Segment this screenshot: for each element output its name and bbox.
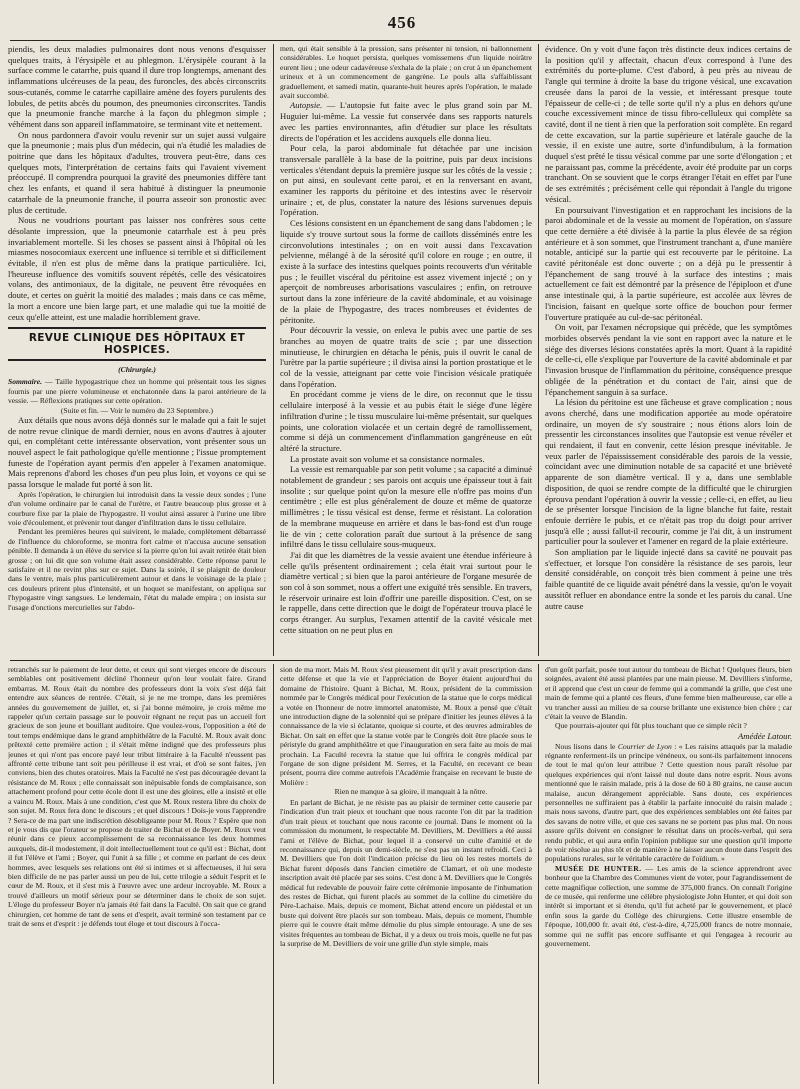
column-rule	[273, 44, 274, 656]
column-rule	[273, 664, 274, 1084]
paragraph: d'un goût parfait, posée tout autour du tombeau de Bichat ! Quelques fleurs, bien soignées, avaient été aussi plantées par une main pieuse. M. Devilliers s'informe, et il apprend que c'est un cœur de femme qui a commandé la grille, que c'est une main de femme qui a planté ces fleurs, d'une femme bien malheureuse, car elle a vu trancher aussi au milieu de sa course brillante une existence bien chère ; car c'était la veuve de Blandin.	[545, 665, 792, 722]
paragraph	[280, 100, 532, 143]
column-4	[8, 665, 266, 1083]
section-subheading: (Chirurgie.)	[118, 365, 156, 375]
paragraph: Pour cela, la paroi abdominale fut détachée par une incision transversale parallèle à la base de la poitrine, puis par deux incisions verticales s'étendant depuis la première jusque sur les côtés de la vessie ; on put ainsi, en soulevant cette paroi, et en la renversant en avant, examiner les rapports du péritoine et des intestins avec le réservoir urinaire ; et, de plus, constater la nature des lésions survenues depuis l'opération.	[280, 143, 532, 218]
column-rule	[538, 44, 539, 656]
continuation-note: (Suite et fin. — Voir le numéro du 23 Septembre.)	[60, 405, 214, 415]
paragraph: piendis, les deux maladies pulmonaires dont nous venons d'esquisser quelques traits, à l'érysipèle et au phlegmon. L'érysipèle courant à la surface comme le catarrhe, puis quand il dure trop longtemps, amenant des inflammations ulcéreuses de la peau, des furoncles, des abcès circonscrits sous-cutanés, comme le catarrhe capillaire amène des foyers purulents des lobules, de petits abcès du poumon, des pneumonies circonscrites. Tandis que la pneumonie franche marche à la façon du phlegmon simple ; véhément dans son appareil inflammatoire, se terminant vite et nettement.	[8, 44, 266, 129]
author-signature: Amédée Latour.	[738, 730, 792, 741]
paragraph: Aux détails que nous avons déjà donnés sur le malade qui a fait le sujet de notre revue clinique de mardi dernier, nous en avons d'autres à ajouter qui, en complétant cette intéressante observation, vont présenter sous un nouvel aspect le fait pathologique qu'elle mentionne ; l'issue promptement funeste de l'opération ayant permis d'en appeler à l'examen anatomique. Mais reprenons d'abord les choses d'un peu plus loin, et voyons ce qui se passa lorsque le malade fut porté à son lit.	[8, 414, 266, 490]
paragraph-text: — L'autopsie fut faite avec le plus grand soin par M. Huguier lui-même. La vessie fut conservée dans ses rapports naturels avec les parties environnantes, afin d'étudier sur place les résultats directs de l'opération et les accidens auxquels elle donna lieu.	[280, 100, 532, 143]
column-5	[280, 665, 532, 1083]
paragraph: On nous pardonnera d'avoir voulu revenir sur un sujet aussi vulgaire que la pneumonie ; mais plus d'un médecin, qui n'a étudié les maladies de poitrine que dans les hôpitaux d'adultes, trouvera peut-être, dans ces quelques mots, l'interprétation de certains faits qui l'avaient vivement préoccupé. Il comprendra pourquoi la gravité des pneumonies diffère tant chez les enfants, et quand il sera habitué à distinguer la pneumonie catarrhale de la pneumonie franche, il pourra asseoir son pronostic avec plus de certitude.	[8, 129, 266, 215]
summary-label: Sommaire.	[8, 377, 42, 387]
paragraph: Que pourrais-ajouter qui fût plus touchant que ce simple récit ?	[555, 721, 747, 731]
paragraph-text: Nous lisons dans le	[555, 741, 616, 751]
column-2	[280, 44, 532, 656]
paragraph	[545, 742, 792, 864]
paragraph: Après l'opération, le chirurgien lui introduisit dans la vessie deux sondes ; l'une d'un volume ordinaire par le canal de l'urètre, et l'autre beaucoup plus grosse et à courbure fixe par la plaie de l'hypogastre. Il voulut ainsi assurer à l'urine une libre voie d'écoulement, et prévenir tout danger d'infiltration dans le tissu cellulaire.	[8, 489, 266, 528]
paragraph: Nous ne voudrions pourtant pas laisser nos confrères sous cette désolante impression, que la pneumonie catarrhale est à peu près invariablement mortelle. Si les choses se passent ainsi à l'hôpital où les miasmes nosocomiaux exercent une influence si terrible et si difficilement évitable, il n'en est plus de même dans la pratique particulière. Ici, l'heureuse influence des vomitifs souvent répétés, celle des vésicatoires volans, des antimoniaux, de la digitale, ne peuvent être révoquées en doute, et certes on guérit la moitié des malades ; mais dans ce cas même, la mort a encore une bien large part, et une maladie qui tue la moitié de ceux qu'elle atteint, est une maladie horriblement grave.	[8, 215, 266, 322]
verse-quote: Rien ne manque à sa gloire, il manquait à la nôtre.	[334, 787, 488, 797]
paragraph: La prostate avait son volume et sa consistance normales.	[290, 453, 485, 464]
page-number: 456	[387, 13, 417, 32]
paragraph: La vessie est remarquable par son petit volume ; sa capacité a diminué notablement de grandeur ; ses parois ont acquis une épaisseur tout à fait insolite ; sur quelque point qu'on la mesure elle n'offre pas moins d'un centimètre ; elle est plus généralement de douze et même de quatorze millimètres ; le tissu vésical est dense, ferme et résistant. La coloration de la membrane muqueuse en arrière et dans le bas-fond est d'un rouge lie de vin ; cette coloration paraît due surtout à la présence de sang infiltré dans le tissu cellulaire sous-muqueux.	[280, 464, 532, 550]
paragraph: évidence. On y voit d'une façon très distincte deux indices certains de la position qu'il y affectait, chacun d'eux correspond à l'une des extrémités du porte-plume. C'est d'abord, à peu près au niveau de l'angle qui termine à droite la base du trigone vésical, une excavation creusée dans la paroi de la vessie, et intéressant presque toute l'épaisseur de celle-ci ; de telle sorte qu'il n'y a plus en dehors qu'une couche excessivement mince de tissu fibro-celluleux qui complète sa cavité, dont il ne tient à rien que la perforation soit complète. En regard de cette excavation, sur la partie supérieure et latérale gauche de la vessie, il en existe une autre, sorte d'infundibulum, à la formation duquel s'est prêté le tissu vésical comme par une sorte d'élongation ; et ne paraissant pas, comme la précédente, avoir été produite par un corps tranchant. On se souvient que le corps étranger l'était en effet par l'une de ses extrémités ; précisément celle qui répondait à l'angle du trigone vésical.	[545, 44, 792, 204]
paragraph: En procédant comme je viens de le dire, on reconnut que le tissu cellulaire interposé à la vessie et au pubis était le siége d'une légère infiltration d'urine ; le tissu musculaire lui-même présentait, sur quelques points, une coloration violacée et un certain degré de ramollissement, comme si déjà un commencement d'inflammation gangréneuse en eût altéré la structure.	[280, 389, 532, 453]
column-rule	[538, 664, 539, 1084]
paragraph: La lésion du péritoine est une fâcheuse et grave complication ; nous avons cherché, dans une modification apportée au mode opératoire ordinaire, un moyen de s'y soustraire ; nous étions alors loin de pressentir les circonstances insolites que l'autopsie est venue révéler et qui rendaient, il faut en convenir, cette lésion presque inévitable. Je veux parler de l'épaississement considérable des parois de la vessie, coïncidant avec une diminution notable de sa capacité et une brièveté apparente de son diamètre vertical. Il y a, dans une semblable disposition, de quoi se rendre compte de la difficulté que le chirurgien éprouva pendant l'opération à ouvrir la vessie ; celle-ci, en effet, au lieu de se présenter lorsque l'incision de la ligne blanche fut faite, restait enfouie derrière le pubis, et ce n'était pas trop du doigt pour arriver jusqu'à elle ; aussi fallut-il recourir, comme je l'ai dit, à un instrument particulier pour la soulever et l'amener en regard de la plaie extérieure.	[545, 397, 792, 547]
source-name: Courrier de Lyon	[617, 741, 672, 751]
column-6	[545, 665, 792, 1083]
paragraph: sion de ma mort. Mais M. Roux s'est pieusement dit qu'il y avait prescription dans cette défense et que la vie et l'appréciation de Boyer étaient aujourd'hui du domaine de l'histoire. Quant à Bichat, M. Roux, président de la commission nommée par le Congrès médical pour l'exécution de la statue que le corps médical a votée en l'honneur de notre immortel anatomiste, M. Roux a pensé que c'était une introduction digne de la solennité qui se prépare d'initier les jeunes élèves à la connaissance de la vie si éclatante, quoique si courte, et des œuvres admirables de Bichat. On sait en effet que la statue votée par le Congrès doit être placée sous le péristyle du grand amphithéâtre et que l'inauguration en sera faite au mois de mai prochain. La Faculté recevra la statue que lui offrira le congrès médical par l'organe de son digne président M. Serres, et la Faculté, en recevant ce beau présent, pourra dire comme autrefois l'Académie française en recevant le buste de Molière :	[280, 665, 532, 787]
paragraph: On voit, par l'examen nécropsique qui précède, que les symptômes morbides observés pendant la vie sont en rapport avec la nature et le siége des diverses lésions constatées après la mort. Quant à la rapidité de celle-ci, elle s'explique par l'ouverture de la cavité abdominale et par l'invasion brusque de l'inflammation du péritoine, conséquence presque obligée de la pénétration et du contact de l'air, ainsi que de l'épanchement sanguin à sa surface.	[545, 322, 792, 397]
paragraph-text: — Les amis de la science apprendront avec bonheur que la Chambre des Communes vient de voter, pour l'agrandissement de cette magnifique collection, une somme de 375,000 francs. On connaît l'origine de ce musée, qui renferme une célèbre physiologiste John Hunter, et qui doit son intérêt si important et si étendu, qu'il fut acheté par le gouvernement, et placé enfin sous la garde du Collège des chirurgiens. Cette illustre ensemble de l'époque, 100,000 fr. avait été, c'est-à-dire, 4,725,000 francs de notre monnaie, somme qui ne suffit pas encore suffisante et qui l'engagea à recourir au gouvernement.	[545, 863, 792, 949]
paragraph: Son ampliation par le liquide injecté dans sa cavité ne pouvait pas s'effectuer, et lorsque l'on considère la résistance de ses parois, leur densité considérable, on conçoit très bien comment à peine une très faible quantité de ce liquide avait pénétré dans la vessie, qu'on le voyait aussitôt refluer en abondance entre la sonde et les parois du canal. Une autre cause	[545, 547, 792, 611]
paragraph: retranchés sur le paiement de leur dette, et ceux qui sont vierges encore de discours semblables ont positivement décliné l'honneur qu'on leur voulait faire. Grand embarras. M. Roux était du nombre des professeurs dont la voix s'est déjà fait entendre aux séances de rentrée. C'était, si je ne me trompe, dans les premières années du gouvernement de juillet, et, si j'ai bonne mémoire, je crois même me rappeler qu'un certain passage sur le pouvoir régnant ne reçut pas un accueil fort gracieux de son jeune et bouillant auditoire. Que voulez-vous, l'opposition a été de tout temps endémique dans le grand amphithéâtre de la Faculté. M. Roux avait donc prêtexté cette première action ; il s'était même indigné que des professeurs plus jeunes et qui n'ont pas encore payé leur tribut littéraire à la Faculté n'eussent pas affronté cette tribune tant soit peu périlleuse il est vrai, et d'où se sont faites, j'en conviens, bien des chutes oratoires. Mais la Faculté ne s'est pas découragée devant la résistance de M. Roux ; elle connaissait son inépuisable fonds de complaisance, son attachement profond pour cette école dont il est une des gloires, elle a insisté et elle a vaincu M. Roux. Mais à une condition, c'est que M. Roux restera libre du choix de son sujet. M. Roux fera donc le discours ; et quel discours ! Dois-je vous l'apprendre ? Sera-ce de ma part une indiscrétion désobligeante pour M. Roux ? Espère que non et je vous dis que l'orateur se propose de traiter de Bichat et de Boyer. M. Roux veut réunir dans ce pieux accomplissement de sa reconnaissance les deux hommes auxquels, dit-il modestement, il doit intellectuellement tout ce qu'il est : Bichat, dont il fut l'élève et l'ami ; Boyer, qui l'unit à sa fille ; et comme en parlant de ces deux hommes, avec lesquels ses relations ont été si intimes et si affectueuses, il lui sera bien difficile de ne pas parler aussi un peu de lui, cette trilogie a séduit l'esprit et le cœur de M. Roux, et il s'est mis à l'œuvre avec une ardeur incroyable. M. Roux a trouvé d'ailleurs un motif sérieux pour se déterminer dans le choix de son sujet. L'éloge du professeur Boyer n'a jamais été fait dans la Faculté. On sait que ce grand chirurgien, cet homme de tant de sens et d'esprit, avait terminé son testament par ce trait de sens et d'esprit : je défends tout éloge et tout discours à l'occa-	[8, 665, 266, 928]
section-heading: REVUE CLINIQUE DES HÔPITAUX ET HOSPICES.	[8, 327, 266, 361]
paragraph-text: : « Les raisins attaqués par la maladie régnante renferment-ils un principe vénéneux, ou sont-ils parfaitement innocens de tout le mal qu'on leur attribue ? Cette question nous paraît résolue par quelques expériences qui n'ont laissé nul doute dans notre esprit. Nous avons mentionné que le raisin malade, pris à la dose de 60 à 80 grains, ne cause aucun malaise, aucun dérangement appréciable. Sans doute, ces expériences personnelles ne suffiraient pas à établir la parfaite innocuité du raisin malade ; mais nous savons, d'autre part, que des expériences semblables ont été faites par des savans de notre ville, et que ces savans ne se portent pas plus mal. On nous assure qu'ils doivent en consigner le résultat dans un procès-verbal, qui sera rendu public, et qui aura enfin l'opinion publique sur une question qu'il importe de voir résolue au plus tôt et de manière à ne laisser aucun doute dans l'esprit des populations rurales, sur le véritable caractère de l'oïdium. »	[545, 741, 792, 864]
paragraph: Pendant les premières heures qui suivirent, le malade, complètement débarrassé de l'influence du chloroforme, se montra fort calme et n'accusa aucune sensation pénible. Il demanda à un élève du service si la pierre qu'on lui avait retirée était bien grosse ; on lui dit que son volume était assez considérable. Cette réponse parut le satisfaire et il ne revint plus sur ce sujet. Dans la soirée, il se plaignit de douleur dans le ventre, mais plus particulièrement autour et dans le voisinage de la plaie ; ces douleurs prirent plus d'intensité, et un hoquet se manifestant, on appliqua sur l'hypogastre vingt sangsues. Le lendemain, l'état du malade empira ; on insista sur l'usage d'onctions mercurielles sur l'abdo-	[8, 527, 266, 612]
summary	[8, 377, 266, 405]
paragraph: En parlant de Bichat, je ne résiste pas au plaisir de terminer cette causerie par l'indication d'un trait pieux et touchant que nous raconte l'on dit par la tradition d'un trait pieux et touchant que nous raconte ce journal. Dans le moment où la commission du monument, le respectable M. Devilliers, M. Devilliers a été aussi l'ami et l'élève de Bichat, pour lequel il a conservé un culte d'amitié et de reconnaissance qui, depuis un demi-siècle, ne s'est pas un instant refroidi. Ceci à M. Devilliers que l'on doit l'indication précise du lieu où les restes mortels de Bichat furent déposés dans l'ancien cimetière de Clamart, et où une modeste inscription avait été placée par ses soins. C'est donc à M. Devilliers que le Congrès médical fut redevable de pouvoir faire cette cérémonie imposante de l'inhumation des restes de Bichat, qui furent placés au sommet de la colline du cimetière du Père-Lachaise. Mais, depuis ce moment, Bichat attend encore un piédestal et un buste qui doivent être placés sur son tombeau. Mais, depuis ce moment, l'humble pierre qui le couvre était même démolie du plus simple entourage. A une de ses visites fréquentes au tombeau de Bichat, il y a deux ou trois mois, quelle ne fut pas la surprise de M. Devilliers de voir une grille d'un style simple, mais	[280, 797, 532, 949]
section-rule	[10, 660, 790, 661]
paragraph	[545, 864, 792, 949]
paragraph: J'ai dit que les diamètres de la vessie avaient une étendue inférieure à celle qu'ils présentent ordinairement ; cela était vrai surtout pour le diamètre vertical ; si bien que la paroi antérieure de l'organe mesurée de son col à son sommet, nous a offert une exiguïté très sensible. En travers, le réservoir urinaire est loin d'offrir une pareille disposition. C'est, on se le rappelle, dans cette direction que le doigt de l'opérateur trouva placé le corps étranger. Au surplus, l'examen attentif de la cavité vésicale met cette situation on ne peut plus en	[280, 549, 532, 635]
summary-text: — Taille hypogastrique chez un homme qui présentait tous les signes fournis par une pierre volumineuse et enchatonnée dans la paroi antérieure de la vessie. — Réflexions pratiques sur cette opération.	[8, 377, 266, 406]
paragraph: Ces lésions consistent en un épanchement de sang dans l'abdomen ; le liquide s'y trouve surtout sous la forme de caillots disséminés entre les circonvolutions intestinales ; on en voit aussi dans l'excavation pelvienne, mélangé à de la sérosité qu'il colore en rouge ; en outre, il existe à la surface des intestins quelques points recouverts d'un véritable pus ; le feuillet viscéral du péritoine est assez vivement injecté ; on y aperçoit de nombreuses arborisations vasculaires ; enfin, on retrouve surtout dans la zone inférieure de la cavité abdominale, et au voisinage de la plaie de l'hypogastre, des traces nombreuses et évidentes de péritonite.	[280, 218, 532, 325]
paragraph: Pour découvrir la vessie, on enleva le pubis avec une partie de ses branches au moyen de quatre traits de scie ; par une dissection minutieuse, le chirurgien en détacha le pénis, puis il ouvrit le canal de l'urètre par la partie supérieure ; il divisa ainsi la portion prostatique et le col de la vessie, atteignant par cette voie l'incision vésicale pratiquée dans l'opération.	[280, 325, 532, 389]
autopsy-label: Autopsie.	[290, 100, 323, 111]
paragraph: men, qui était sensible à la pression, sans présenter ni tension, ni ballonnement considérables. Le hoquet persista, quelques vomissemens d'un liquide noirâtre eurent lieu ; une odeur cadavéreuse s'exhala de la plaie ; on crut à un épanchement urineux et à un commencement de gangrène. Le pouls alla s'affaiblissant graduellement, et samedi matin, quarante-huit heures après l'opération, le malade avait succombé.	[280, 44, 532, 101]
header-rule	[10, 40, 790, 41]
item-heading: MUSÉE DE HUNTER.	[555, 863, 642, 873]
column-3	[545, 44, 792, 656]
column-1	[8, 44, 266, 656]
paragraph: En poursuivant l'investigation et en rapprochant les incisions de la paroi abdominale et de la vessie au moment de l'opération, on s'assure que cette dernière a été divisée à la partie la plus élevée de sa région antérieure et à son sommet, que l'instrument tranchant a, d'une manière notable, anticipé sur la partie qui est recouverte par le péritoine. La cavité péritonéale est donc ouverte ; on a déjà pu le pressentir à l'épanchement de sang trouvé à la surface des intestins ; mais actuellement ce fait est démontré par la présence de l'épiploon et d'une anse intestinale qui, à la partie supérieure, est accolée aux lèvres de l'incision, faisant en quelque sorte office de bouchon pour fermer l'ouverture pratiquée au cul-de-sac péritonéal.	[545, 204, 792, 322]
